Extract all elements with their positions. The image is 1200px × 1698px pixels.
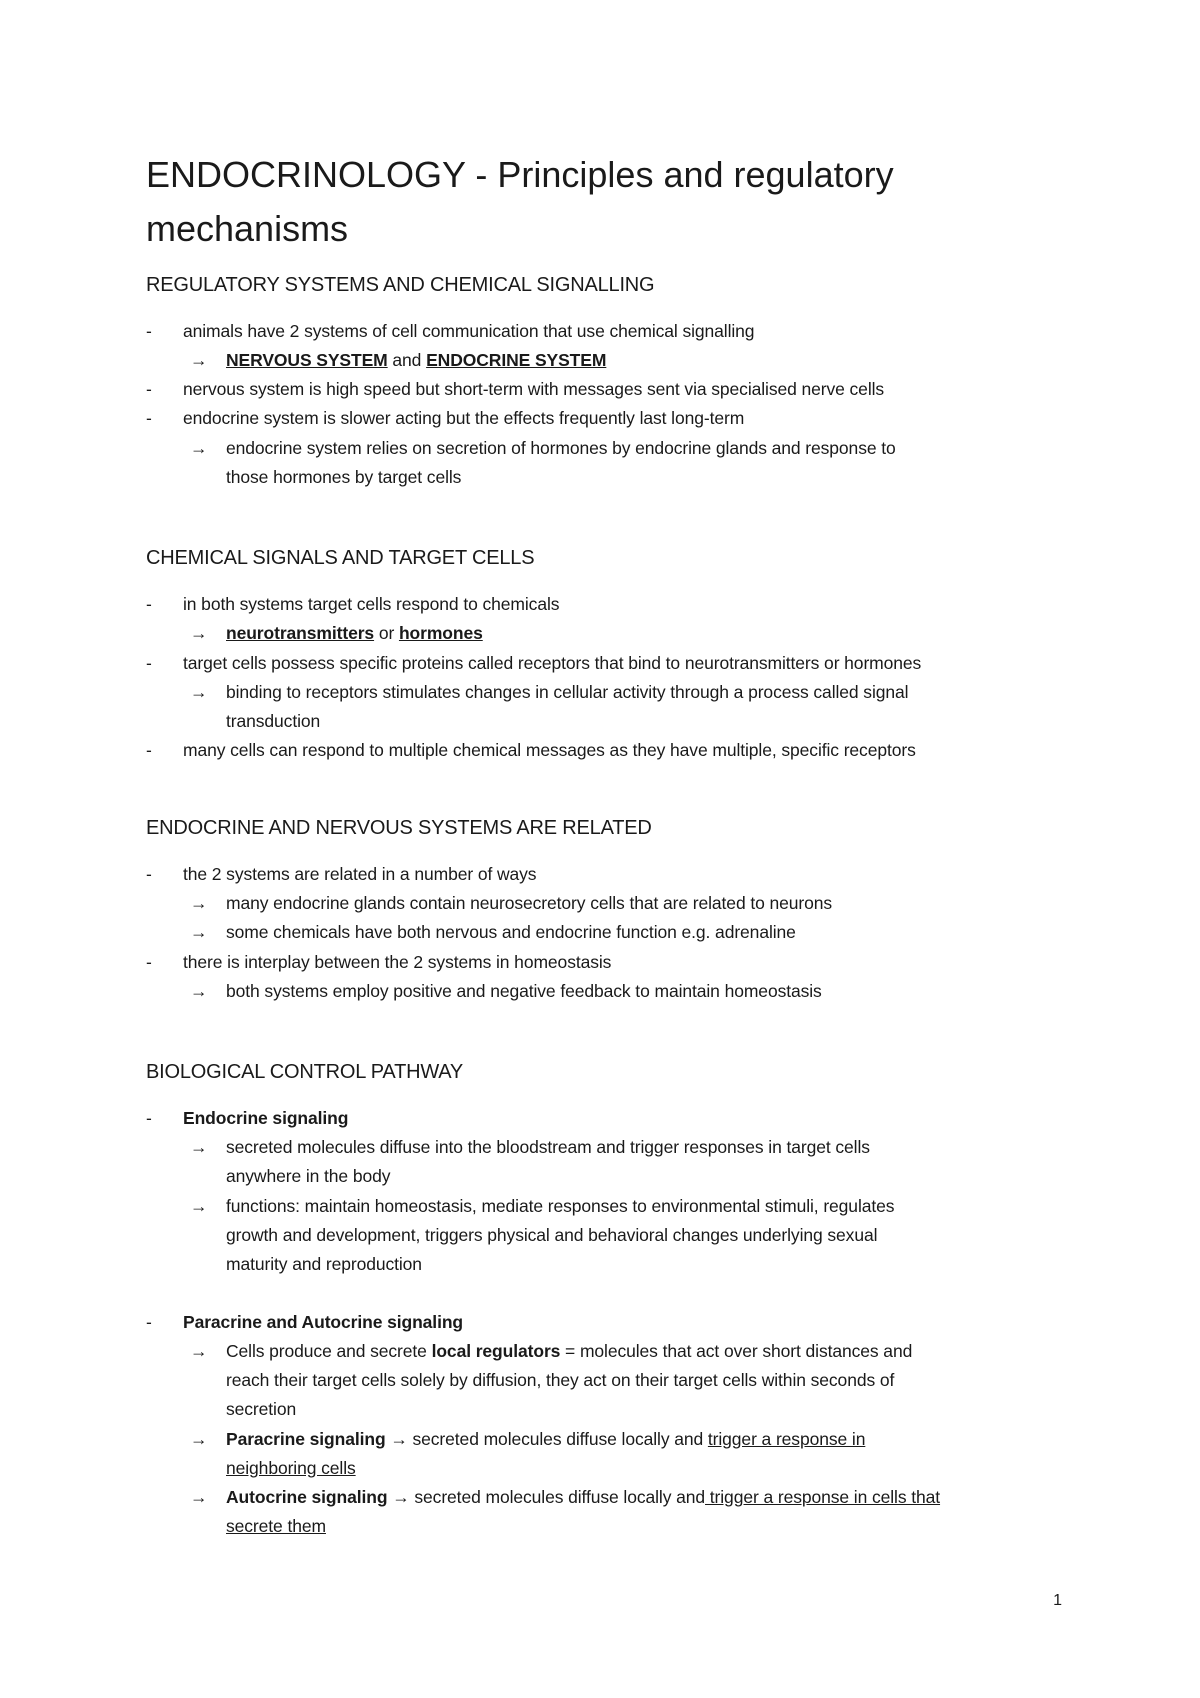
bullet-dash: - [146, 864, 152, 884]
subheading-endocrine-signaling: Endocrine signaling [183, 1108, 349, 1128]
list-item: functions: maintain homeostasis, mediate responses to environmental stimuli, regulates [226, 1196, 895, 1216]
bullet-dash: - [146, 408, 152, 428]
arrow-icon: → [190, 1429, 208, 1449]
list-item-continuation: reach their target cells solely by diffusion, they act on their target cells within seconds of [226, 1370, 895, 1390]
bullet-dash: - [146, 321, 152, 341]
list-item-continuation: anywhere in the body [226, 1166, 391, 1186]
list-item-continuation: secretion [226, 1399, 297, 1419]
section-heading-chemical-signals: CHEMICAL SIGNALS AND TARGET CELLS [146, 547, 535, 569]
arrow-icon: → [190, 1196, 208, 1216]
bullet-dash: - [146, 952, 152, 972]
bullet-dash: - [146, 1312, 152, 1332]
list-item-continuation: growth and development, triggers physical and behavioral changes underlying sexual [226, 1225, 878, 1245]
list-item-continuation: transduction [226, 711, 321, 731]
arrow-icon: → [385, 1429, 413, 1449]
bullet-dash: - [146, 594, 152, 614]
connector-text: or [374, 623, 399, 643]
arrow-icon: → [190, 1487, 208, 1507]
bullet-dash: - [146, 653, 152, 673]
list-item: many endocrine glands contain neurosecretory cells that are related to neurons [226, 893, 833, 913]
list-item: in both systems target cells respond to chemicals [183, 594, 560, 614]
section-heading-control-pathway: BIOLOGICAL CONTROL PATHWAY [146, 1061, 464, 1083]
list-item [226, 620, 483, 646]
connector-text: and [387, 350, 427, 370]
arrow-icon: → [190, 682, 208, 702]
text-segment: secreted molecules diffuse locally and [414, 1487, 706, 1507]
list-item [226, 347, 606, 373]
section-heading-systems-related: ENDOCRINE AND NERVOUS SYSTEMS ARE RELATED [146, 817, 652, 839]
term-paracrine-signaling: Paracrine signaling [226, 1429, 386, 1449]
text-segment: = molecules that act over short distances and [560, 1341, 913, 1361]
document-title: ENDOCRINOLOGY - Principles and regulatory mechanisms [146, 154, 894, 249]
bullet-dash: - [146, 379, 152, 399]
arrow-icon: → [190, 1137, 208, 1157]
list-item: secreted molecules diffuse into the bloodstream and trigger responses in target cells [226, 1137, 870, 1157]
bullet-dash: - [146, 740, 152, 760]
list-item: some chemicals have both nervous and endocrine function e.g. adrenaline [226, 922, 796, 942]
list-item: endocrine system is slower acting but the effects frequently last long-term [183, 408, 745, 428]
text-segment: secreted molecules diffuse locally and [412, 1429, 708, 1449]
term-local-regulators: local regulators [431, 1341, 561, 1361]
arrow-icon: → [190, 623, 208, 643]
term-hormones: hormones [398, 623, 483, 643]
list-item: nervous system is high speed but short-term with messages sent via specialised nerve cells [183, 379, 885, 399]
list-item: both systems employ positive and negative feedback to maintain homeostasis [226, 981, 822, 1001]
text-segment: Cells produce and secrete [226, 1341, 432, 1361]
list-item [226, 1484, 940, 1510]
list-item: target cells possess specific proteins called receptors that bind to neurotransmitters or hormones [183, 653, 922, 673]
list-item: there is interplay between the 2 systems in homeostasis [183, 952, 612, 972]
subheading-paracrine-autocrine: Paracrine and Autocrine signaling [183, 1312, 464, 1332]
list-item-continuation: neighboring cells [226, 1458, 356, 1478]
list-item: many cells can respond to multiple chemical messages as they have multiple, specific receptors [183, 740, 916, 760]
list-item [226, 1338, 912, 1364]
underlined-text: trigger a response in [707, 1429, 866, 1449]
list-item-continuation: secrete them [226, 1516, 326, 1536]
section-heading-regulatory-systems: REGULATORY SYSTEMS AND CHEMICAL SIGNALLING [146, 274, 655, 296]
list-item [226, 1426, 865, 1452]
arrow-icon: → [190, 1341, 208, 1361]
arrow-icon: → [190, 893, 208, 913]
term-autocrine-signaling: Autocrine signaling [226, 1487, 388, 1507]
list-item: animals have 2 systems of cell communication that use chemical signalling [183, 321, 755, 341]
arrow-icon: → [387, 1487, 415, 1507]
bullet-dash: - [146, 1108, 152, 1128]
arrow-icon: → [190, 981, 208, 1001]
arrow-icon: → [190, 922, 208, 942]
page-number: 1 [1053, 1592, 1062, 1609]
arrow-icon: → [190, 438, 208, 458]
list-item-continuation: those hormones by target cells [226, 467, 462, 487]
list-item: the 2 systems are related in a number of ways [183, 864, 537, 884]
term-endocrine-system: ENDOCRINE SYSTEM [426, 350, 607, 370]
list-item: binding to receptors stimulates changes in cellular activity through a process called signal [226, 682, 909, 702]
underlined-text: trigger a response in cells that [705, 1487, 941, 1507]
list-item-continuation: maturity and reproduction [226, 1254, 422, 1274]
term-nervous-system: NERVOUS SYSTEM [226, 350, 388, 370]
term-neurotransmitters: neurotransmitters [226, 623, 375, 643]
list-item: endocrine system relies on secretion of hormones by endocrine glands and response to [226, 438, 896, 458]
arrow-icon: → [190, 350, 208, 370]
